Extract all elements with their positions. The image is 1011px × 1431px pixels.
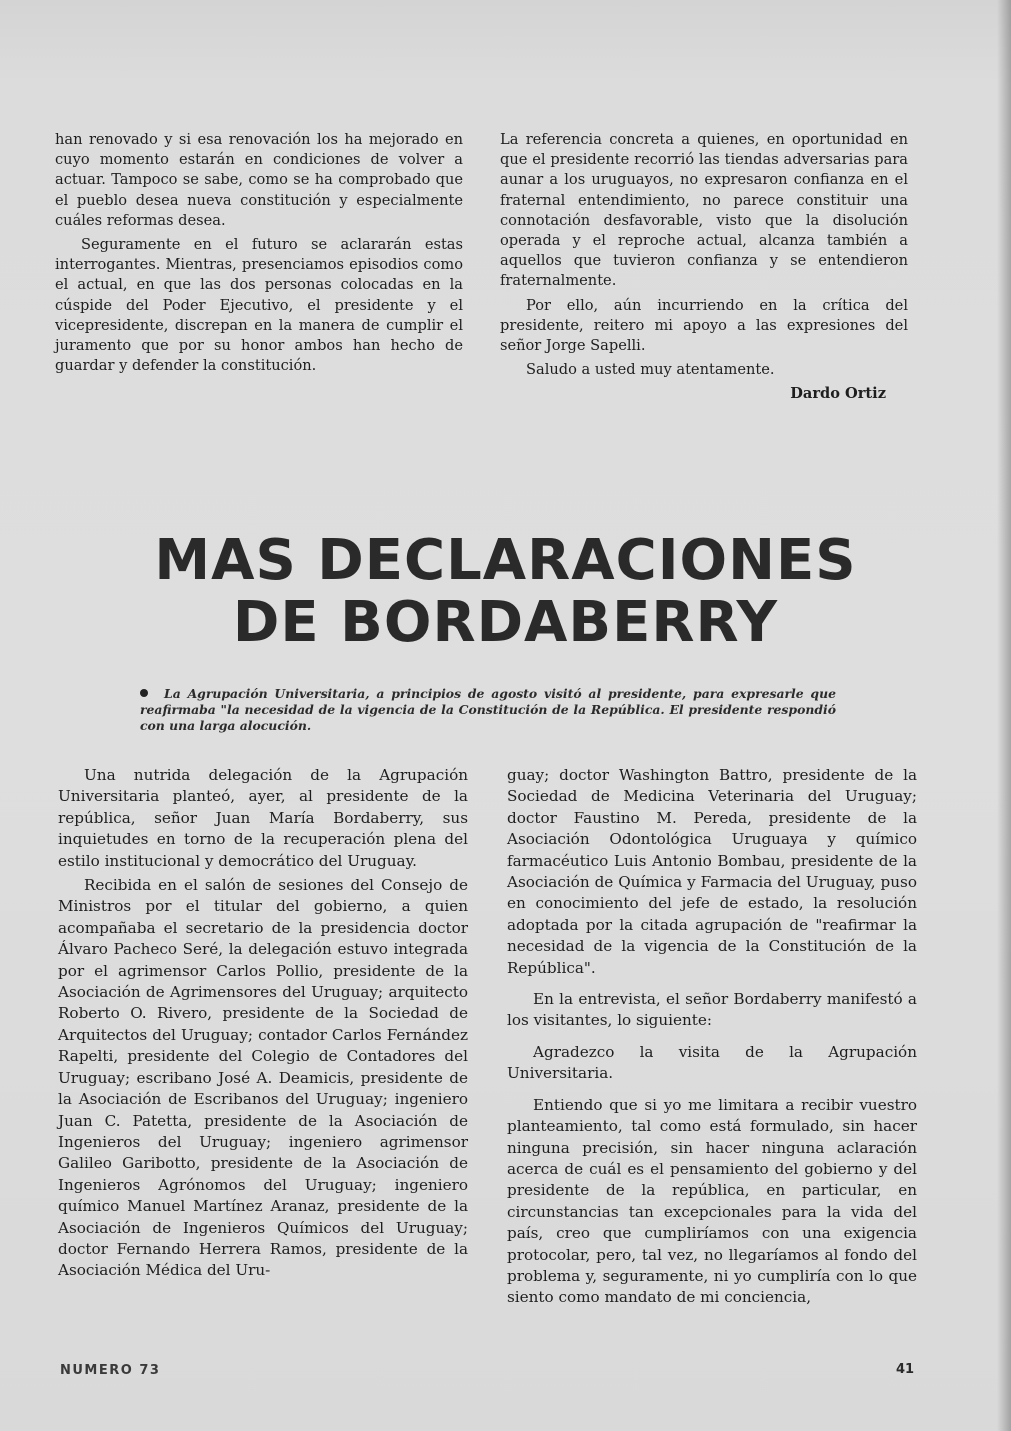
paragraph: La referencia concreta a quienes, en oportunidad en que el presidente recorrió las tiendas adversarias para aunar a los uruguayos, no expresaron confianza en el fraternal entendimiento, no parece constituir una connotación desfavorable, visto que la disolución operada y el reproche actual, alcanza también a aquellos que tuvieron confianza y se entendieron fraternalmente. [500,131,908,290]
top-left-column [55,130,463,376]
paragraph: Recibida en el salón de sesiones del Consejo de Ministros por el titular del gobierno, a quien acompañaba el secretario de la presidencia doctor Álvaro Pacheco Seré, la delegación estuvo integrada por el agrimensor Carlos Pollio, presidente de la Asociación de Agrimensores del Uruguay; arquitecto Roberto O. Rivero, presidente de la Sociedad de Arquitectos del Uruguay; contador Carlos Fernández Rapelti, presidente del Colegio de Contadores del Uruguay; escribano José A. Deamicis, presidente de la Asociación de Escribanos del Uruguay; ingeniero Juan C. Patetta, presidente de la Asociación de Ingenieros del Uruguay; ingeniero agrimensor Galileo Garibotto, presidente de la Asociación de Ingenieros Agrónomos del Uruguay; ingeniero químico Manuel Martínez Aranaz, presidente de la Asociación de Ingenieros Químicos del Uruguay; doctor Fernando Herrera Ramos, presidente de la Asociación Médica del Uru- [58,876,468,1280]
page-edge-shadow [997,0,1011,1431]
paragraph: Por ello, aún incurriendo en la crítica del presidente, reitero mi apoyo a las expresiones del señor Jorge Sapelli. [500,296,908,355]
paragraph: Agradezco la visita de la Agrupación Universitaria. [507,1042,917,1083]
article-column-left [58,765,468,1282]
headline-line-1: MAS DECLARACIONES [154,527,857,593]
article-headline [0,527,1011,655]
article-summary [140,686,836,734]
top-right-column [500,130,908,405]
paragraph: han renovado y si esa renovación los ha mejorado en cuyo momento estarán en condiciones de volver a actuar. Tampoco se sabe, como se ha comprobado que el pueblo desea nueva constitución y especialmente cuáles reformas desea. [55,131,463,229]
letter-signoff: Saludo a usted muy atentamente. [526,361,775,379]
paragraph: Una nutrida delegación de la Agrupación Universitaria planteó, ayer, al presidente de la república, señor Juan María Bordaberry, sus inquietudes en torno de la recuperación plena del estilo institucional y democrático del Uruguay. [58,766,468,870]
summary-text: La Agrupación Universitaria, a principios de agosto visitó al presidente, para expresarle que reafirmaba "la necesidad de la vigencia de la Constitución de la República. El presidente respondió con una larga alocución. [140,686,836,733]
article-column-right [507,765,917,1309]
headline-line-2: DE BORDABERRY [232,589,779,655]
issue-number: NUMERO 73 [60,1363,161,1378]
paragraph: En la entrevista, el señor Bordaberry manifestó a los visitantes, lo siguiente: [507,990,917,1030]
letter-signature: Dardo Ortiz [790,385,886,403]
page-number: 41 [896,1362,915,1377]
paragraph: Seguramente en el futuro se aclararán estas interrogantes. Mientras, presenciamos episodios como el actual, en que las dos personas colocadas en la cúspide del Poder Ejecutivo, el presidente y el vicepresidente, discrepan en la manera de cumplir el juramento que por su honor ambos han hecho de guardar y defender la constitución. [55,236,463,375]
paragraph: guay; doctor Washington Battro, presidente de la Sociedad de Medicina Veterinaria del Uruguay; doctor Faustino M. Pereda, presidente de la Asociación Odontológica Uruguaya y químico farmacéutico Luis Antonio Bombau, presidente de la Asociación de Química y Farmacia del Uruguay, puso en conocimiento del jefe de estado, la resolución adoptada por la citada agrupación de "reafirmar la necesidad de la vigencia de la Constitución de la República". [507,766,917,977]
bullet-icon [140,689,148,697]
paragraph: Entiendo que si yo me limitara a recibir vuestro planteamiento, tal como está formulado, sin hacer ninguna precisión, sin hacer ninguna aclaración acerca de cuál es el pensamiento del gobierno y del presidente de la república, en particular, en circunstancias tan excepcionales para la vida del país, creo que cumpliríamos con una exigencia protocolar, pero, tal vez, no llegaríamos al fondo del problema y, seguramente, ni yo cumpliría con lo que siento como mandato de mi conciencia, [507,1095,917,1307]
